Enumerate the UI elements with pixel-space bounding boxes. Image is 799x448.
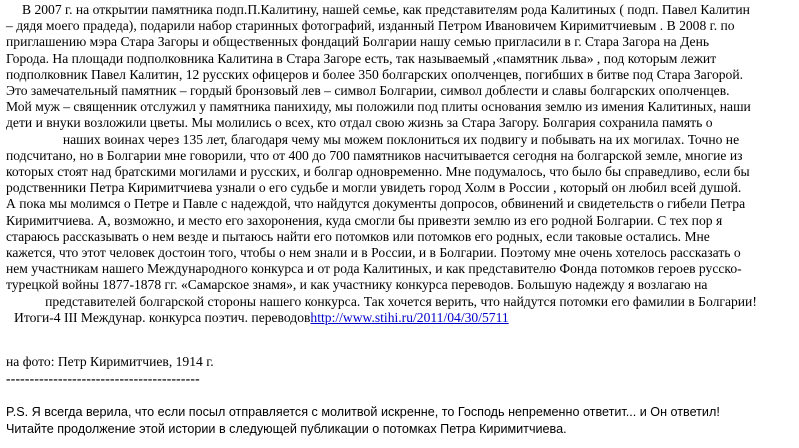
- paragraph-line: А пока мы молимся о Петре и Павле с надеждой, что найдутся документы допросов, обвинений и свидетельств о гибели Петра: [6, 196, 746, 212]
- ps-line: Читайте продолжение этой истории в следующей публикации о потомках Петра Киримитчиева.: [6, 422, 567, 436]
- results-link[interactable]: http://www.stihi.ru/2011/04/30/5711: [310, 309, 509, 325]
- main-paragraph: [6, 0, 796, 326]
- paragraph-line: которых стоят над братскими могилами и русских, и болгар одновременно. Мне подумалось, что было бы справедливо, если бы: [6, 164, 750, 180]
- paragraph-line: приглашению мэра Стара Загоры и общественных фондаций Болгарии нашу семью пригласили в г. Стара Загора на День: [6, 34, 710, 50]
- paragraph-line: В 2007 г. на открытии памятника подп.П.Калитину, нашей семье, как представителям рода Калитиных ( подп. Павел Калитин: [22, 2, 750, 17]
- paragraph-line: Это замечательный памятник – гордый бронзовый лев – символ Болгарии, символ доблести и славы болгарских ополченцев.: [6, 83, 730, 99]
- ps-line: P.S. Я всегда верила, что если посыл отправляется с молитвой искренне, то Господь непременно ответит... и Он ответил!: [6, 405, 720, 419]
- paragraph-line: – дядя моего прадеда), подарили набор старинных фотографий, изданный Петром Ивановичем Киримитчиевым . В 2008 г. по: [6, 18, 735, 34]
- paragraph-line: наших воинах через 135 лет, благодаря чему мы можем поклониться их подвигу и побывать на их могилах. Точно не: [62, 131, 740, 147]
- results-line: [6, 310, 796, 326]
- paragraph-line: дети и внуки возложили цветы. Мы молились о всех, кто отдал свою жизнь за Стара Загору. Болгария сохранила память о: [6, 115, 713, 131]
- paragraph-line: Киримитчиева. А, возможно, и место его захоронения, куда смогли бы привезти землю из его родной Болгарии. С тех пор я: [6, 212, 723, 228]
- paragraph-line: турецкой войны 1877-1878 гг. «Самарское знамя», и как участнику конкурса переводов. Большую надежду я возлагаю на: [6, 277, 708, 293]
- paragraph-line: представителей болгарской стороны нашего конкурса. Так хочется верить, что найдутся потомки его фамилии в Болгарии!: [45, 293, 757, 309]
- paragraph-line: подсчитано, но в Болгарии мне говорили, что от 400 до 700 памятников насчитывается сегодня на болгарской земле, многие из: [6, 147, 743, 163]
- paragraph-line: стараюсь рассказывать о нем везде и пытаюсь найти его потомков или потомков его родных, если таковые остались. Мне: [6, 228, 710, 244]
- paragraph-line: нем участникам нашего Международного конкурса и от рода Калитиных, и как представителю Фонда потомков героев русско-: [6, 261, 742, 277]
- paragraph-line: Мой муж – священник отслужил у памятника панихиду, мы положили под плиты основания землю из имения Калитиных, наши: [6, 99, 751, 115]
- results-prefix: Итоги-4 III Междунар. конкурса поэтич. переводов: [14, 309, 311, 325]
- divider-line: -----------------------------------------: [6, 371, 200, 386]
- postscript: [6, 404, 798, 438]
- article-body: [6, 0, 796, 436]
- paragraph-line: подполковник Павел Калитин, 12 русских офицеров и более 350 болгарских ополченцев, погибших в битве под Стара Загорой.: [6, 66, 744, 82]
- paragraph-line: кажется, что этот человек достоин того, чтобы о нем знали и в России, и в Болгарии. Поэтому мне очень хотелось рассказать о: [6, 245, 741, 261]
- photo-caption: на фото: Петр Киримитчиев, 1914 г.: [6, 354, 214, 369]
- paragraph-line: родственники Петра Киримитчиева узнали о его судьбе и могли увидеть город Холм в России , который он любил всей душой.: [6, 180, 742, 196]
- paragraph-line: Города. На площади подполковника Калитина в Стара Загоре есть, так называемый ,«памятник льва» , под которым лежит: [6, 50, 717, 66]
